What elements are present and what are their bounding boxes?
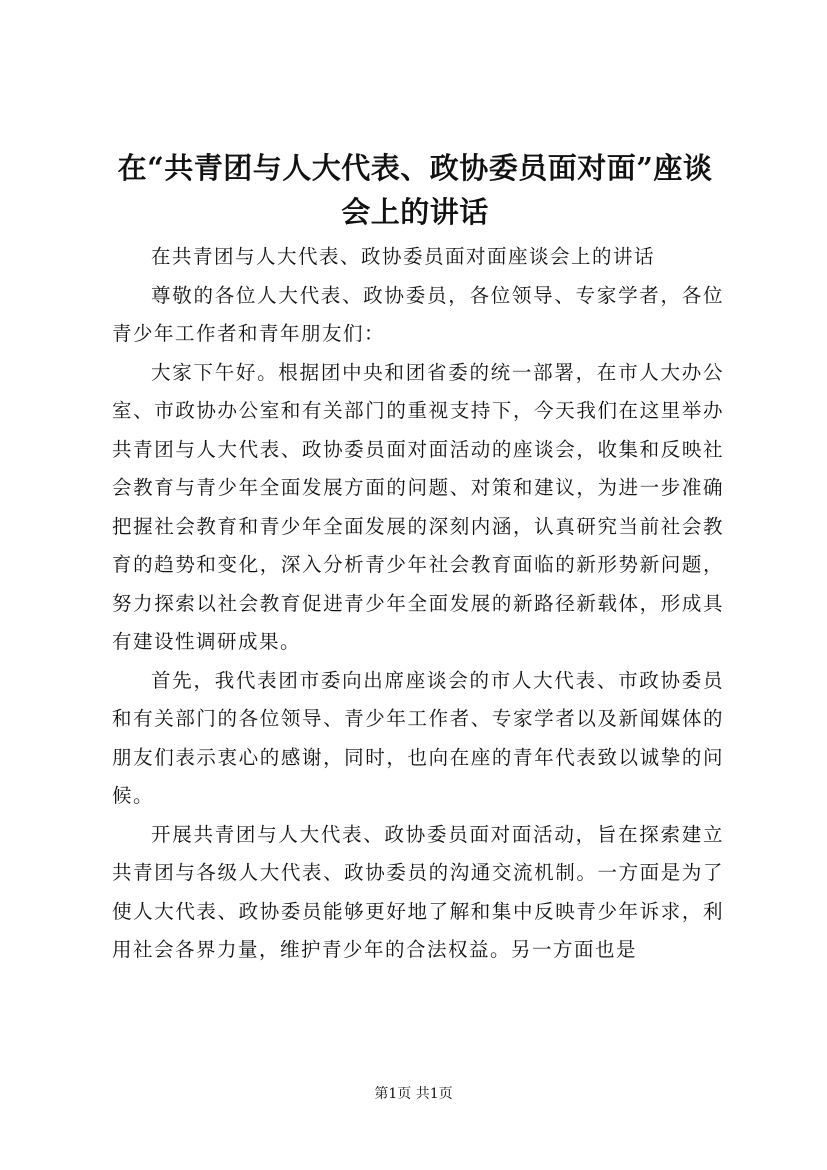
paragraph-purpose: 开展共青团与人大代表、政协委员面对面活动，旨在探索建立共青团与各级人大代表、政协委员的沟通交流机制。一方面是为了使人大代表、政协委员能够更好地了解和集中反映青少年诉求，利用社会各界力量，维护青少年的合法权益。另一方面也是 bbox=[112, 822, 724, 961]
paragraph-salutation: 尊敬的各位人大代表、政协委员，各位领导、专家学者，各位青少年工作者和青年朋友们： bbox=[112, 283, 724, 345]
document-title: 在“共青团与人大代表、政协委员面对面”座谈会上的讲话 bbox=[117, 151, 713, 229]
page-footer: 第1页 共1页 bbox=[374, 1086, 453, 1102]
paragraph-subtitle: 在共青团与人大代表、政协委员面对面座谈会上的讲话 bbox=[151, 245, 656, 268]
paragraph-greeting: 大家下午好。根据团中央和团省委的统一部署，在市人大办公室、市政协办公室和有关部门的重视支持下，今天我们在这里举办共青团与人大代表、政协委员面对面活动的座谈会，收集和反映社会教育与青少年全面发展方面的问题、对策和建议，为进一步准确把握社会教育和青少年全面发展的深刻内涵，认真研究当前社会教育的趋势和变化，深入分析青少年社会教育面临的新形势新问题，努力探索以社会教育促进青少年全面发展的新路径新载体，形成具有建设性调研成果。 bbox=[112, 360, 724, 653]
paragraph-thanks: 首先，我代表团市委向出席座谈会的市人大代表、市政协委员和有关部门的各位领导、青少年工作者、专家学者以及新闻媒体的朋友们表示衷心的感谢，同时，也向在座的青年代表致以诚挚的问候。 bbox=[112, 668, 724, 807]
document-body bbox=[112, 238, 724, 970]
